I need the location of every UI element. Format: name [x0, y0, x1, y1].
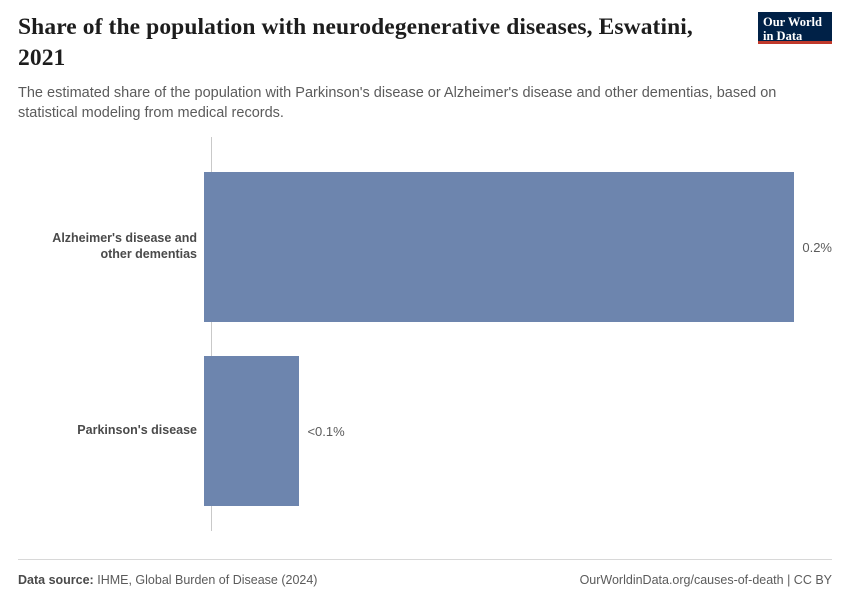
- data-source: [18, 573, 317, 587]
- data-source-value: IHME, Global Burden of Disease (2024): [97, 573, 318, 587]
- table-row: [18, 356, 832, 506]
- chart-footer: [18, 559, 832, 600]
- logo-line-1: Our World: [763, 15, 822, 29]
- bar-value-label: <0.1%: [307, 423, 345, 439]
- page-title: Share of the population with neurodegenerative diseases, Eswatini, 2021: [18, 14, 693, 72]
- chart-area: [18, 137, 832, 559]
- bar-track: [204, 172, 832, 322]
- bar-category-label: Parkinson's disease: [77, 423, 197, 438]
- our-world-in-data-logo[interactable]: [758, 12, 832, 44]
- bar-series: [18, 155, 832, 523]
- bar-category-label: Alzheimer's disease and other dementias: [52, 231, 197, 262]
- chart-subtitle: The estimated share of the population with Parkinson's disease or Alzheimer's disease and other dementias, based on statistical modeling from medical records.: [18, 85, 777, 121]
- bar-alzheimers[interactable]: [204, 172, 794, 322]
- logo-line-2: in Data: [763, 29, 803, 43]
- chart-header: [18, 0, 832, 123]
- bar-parkinsons[interactable]: [204, 356, 299, 506]
- table-row: [18, 172, 832, 322]
- plot-region: [18, 137, 832, 531]
- bar-track: [204, 356, 832, 506]
- data-source-label: Data source:: [18, 573, 94, 587]
- footer-link[interactable]: OurWorldinData.org/causes-of-death | CC BY: [579, 573, 832, 587]
- bar-value-label: 0.2%: [802, 239, 832, 255]
